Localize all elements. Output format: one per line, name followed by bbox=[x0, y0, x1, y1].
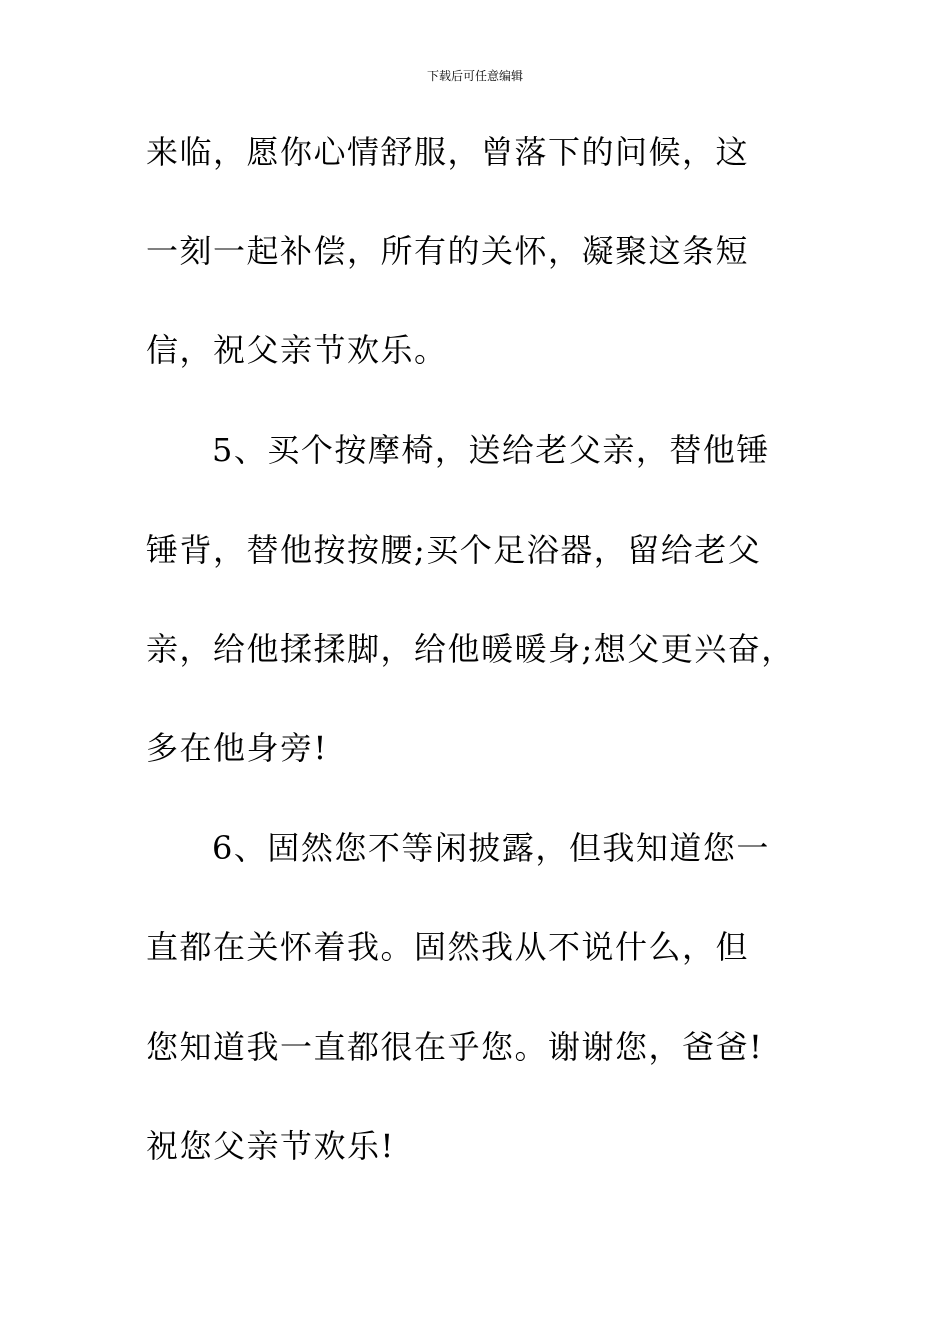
header-note: 下载后可任意编辑 bbox=[426, 69, 523, 83]
body-line-3: 信，祝父亲节欢乐。 bbox=[146, 331, 448, 369]
body-line-6: 亲，给他揉揉脚，给他暖暖身;想父更兴奋， bbox=[146, 630, 795, 668]
body-line-2: 一刻一起补偿，所有的关怀，凝聚这条短 bbox=[146, 232, 750, 270]
body-line-10: 您知道我一直都很在乎您。谢谢您，爸爸! bbox=[146, 1028, 764, 1066]
body-line-9: 直都在关怀着我。固然我从不说什么，但 bbox=[146, 928, 750, 966]
body-line-8: 6、固然您不等闲披露，但我知道您一 bbox=[212, 829, 770, 867]
body-line-4: 5、买个按摩椅，送给老父亲，替他锤 bbox=[212, 431, 770, 469]
body-line-11: 祝您父亲节欢乐! bbox=[146, 1127, 395, 1165]
body-line-7: 多在他身旁! bbox=[146, 729, 328, 767]
body-line-1: 来临，愿你心情舒服，曾落下的问候，这 bbox=[146, 133, 750, 171]
body-line-5: 锤背，替他按按腰;买个足浴器，留给老父 bbox=[146, 531, 762, 569]
